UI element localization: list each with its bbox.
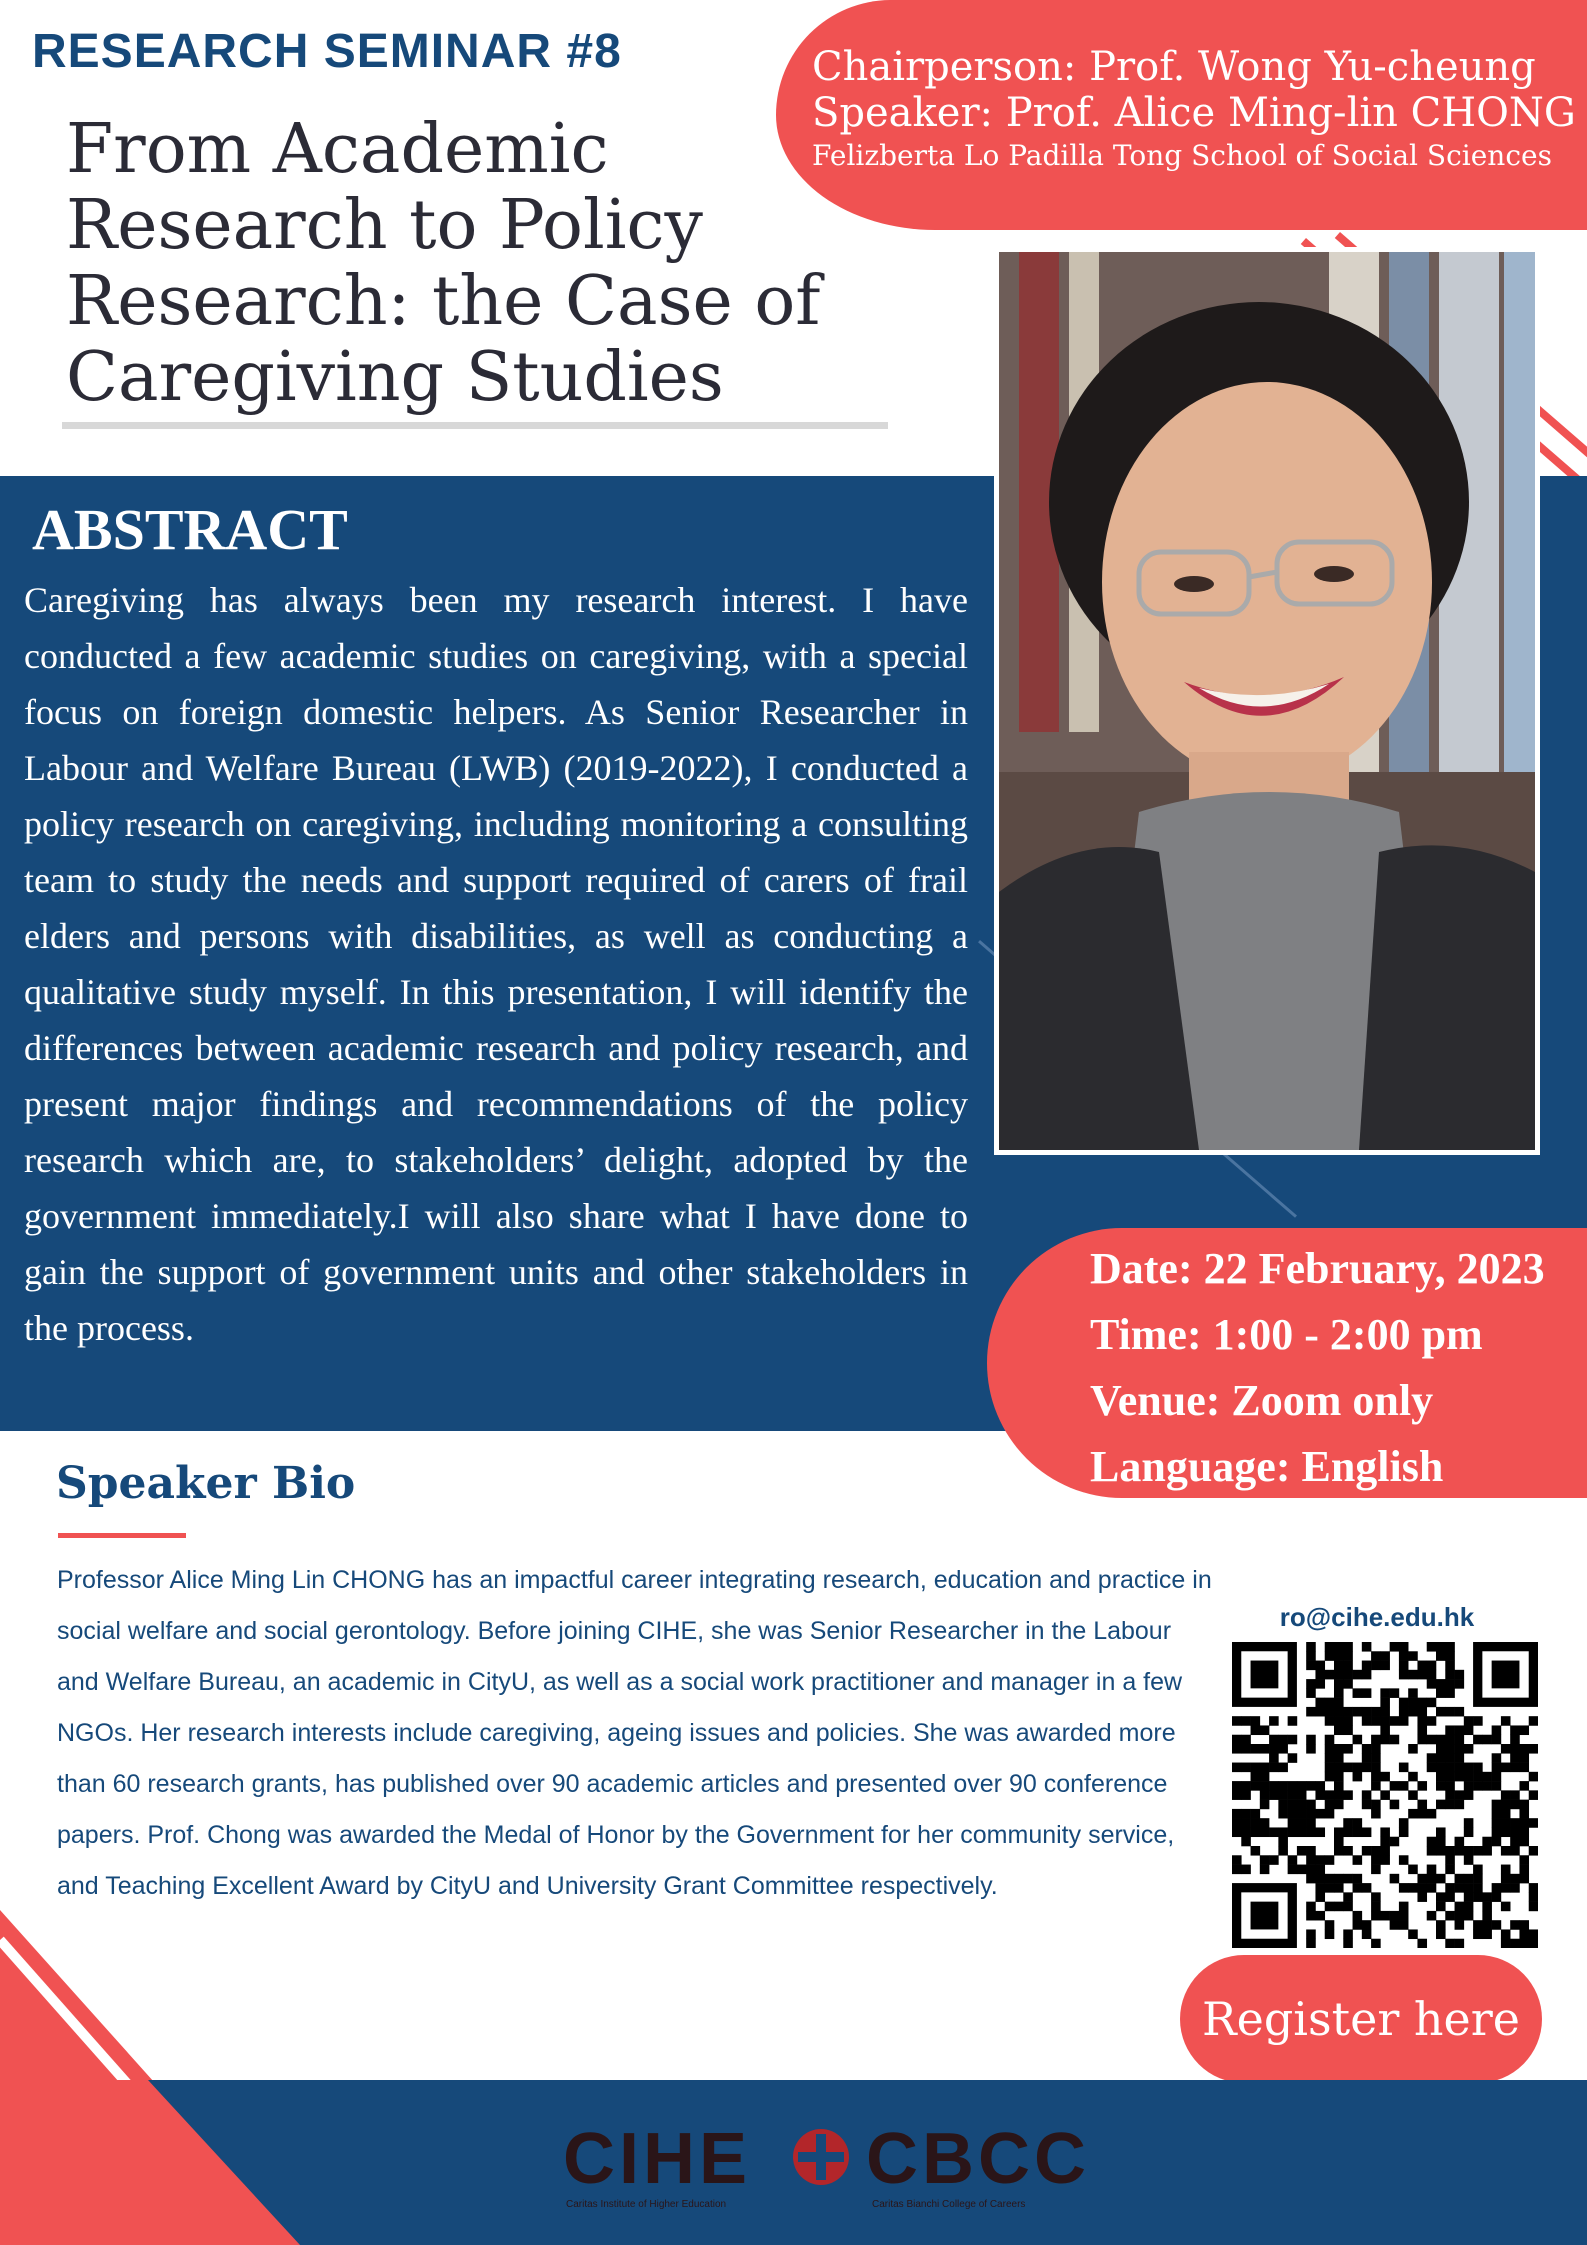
qr-code-icon[interactable] <box>1232 1642 1538 1948</box>
abstract-text: Caregiving has always been my research interest. I have conducted a few academic studies on caregiving, with a special focus on foreign domestic helpers. As Senior Researcher in Labour and Welfare Bureau (LWB) (2019-2022), I conducted a policy research on caregiving, including monitoring a consulting team to study the needs and support required of carers of frail elders and persons with disabilities, as well as conducting a qualitative study myself. In this presentation, I will identify the differences between academic research and policy research, and present major findings and recommendations of the policy research which are, to stakeholders’ delight, adopted by the government immediately.I will also share what I have done to gain the support of government units and other stakeholders in the process. <box>24 580 968 1348</box>
decorative-corner <box>0 2080 300 2245</box>
logo-cihe: CIHE <box>563 2119 752 2199</box>
logo-cbcc-subtitle: Caritas Bianchi College of Careers <box>872 2199 1026 2210</box>
bio-heading: Speaker Bio <box>56 1458 356 1509</box>
register-button[interactable]: Register here <box>1180 1955 1542 2083</box>
caritas-emblem-icon <box>790 2126 852 2188</box>
school-name: Felizberta Lo Padilla Tong School of Social Sciences <box>812 139 1552 172</box>
speaker-photo <box>999 252 1535 1150</box>
bio-text: Professor Alice Ming Lin CHONG has an impactful career integrating research, education and practice in social welfare and social gerontology. Before joining CIHE, she was Senior Researcher in the Labour and Welfare Bureau, an academic in CityU, as well as a social work practitioner and manager in a few NGOs. Her research interests include caregiving, ageing issues and policies. She was awarded more than 60 research grants, has published over 90 academic articles and presented over 90 conference papers. Prof. Chong was awarded the Medal of Honor by the Government for her community service, and Teaching Excellent Award by CityU and University Grant Committee respectively. <box>57 1566 1212 1900</box>
logo-cihe-subtitle: Caritas Institute of Higher Education <box>566 2199 727 2210</box>
chairperson-name: Chairperson: Prof. Wong Yu-cheung <box>812 44 1536 90</box>
event-language: Language: English <box>1090 1442 1444 1491</box>
contact-email[interactable]: ro@cihe.edu.hk <box>1279 1602 1475 1632</box>
event-venue: Venue: Zoom only <box>1090 1376 1434 1425</box>
event-time: Time: 1:00 - 2:00 pm <box>1090 1310 1483 1359</box>
event-date: Date: 22 February, 2023 <box>1090 1244 1545 1293</box>
speaker-info <box>812 44 1587 176</box>
seminar-label: RESEARCH SEMINAR #8 <box>32 25 622 78</box>
speaker-name: Speaker: Prof. Alice Ming-lin CHONG <box>812 90 1576 136</box>
event-details <box>1090 1236 1545 1500</box>
page-title: From Academic Research to Policy Research: the Case of Caregiving Studies <box>66 110 821 417</box>
bio-divider <box>58 1533 186 1538</box>
abstract-heading: ABSTRACT <box>32 497 348 562</box>
logo-cbcc: CBCC <box>866 2119 1090 2199</box>
title-divider <box>62 422 888 429</box>
